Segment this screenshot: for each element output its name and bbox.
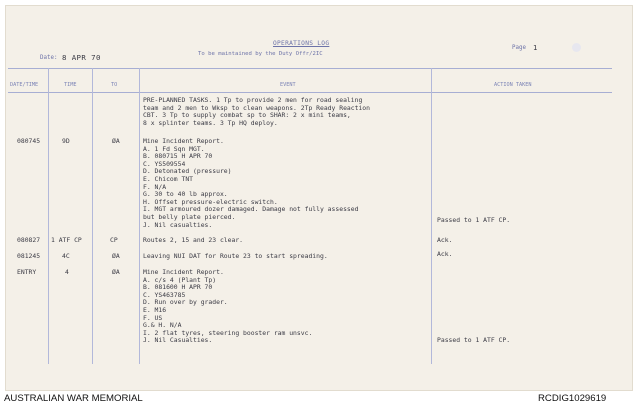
col-header-to: TO bbox=[111, 82, 118, 88]
preplanned-line: CBT. 3 Tp to supply combat sp to SHAR: 2 x mini teams, bbox=[143, 111, 351, 119]
entry-event-line: I. MGT armoured dozer damaged. Damage not fully assessed bbox=[143, 205, 359, 214]
entry-event-line: E. Chicom TNT bbox=[143, 175, 194, 183]
table-top-rule bbox=[8, 68, 612, 69]
log-sheet bbox=[6, 6, 632, 390]
page-subtitle: To be maintained by the Duty Offr/2IC bbox=[198, 51, 323, 57]
entry-event-line: D. Run over by grader. bbox=[143, 298, 228, 307]
entry-event-line: A. c/s 4 (Plant Tp) bbox=[143, 275, 217, 284]
entry-event-line: Routes 2, 15 and 23 clear. bbox=[143, 236, 244, 244]
entry-date: 081245 bbox=[17, 252, 41, 260]
footer-archive-name: AUSTRALIAN WAR MEMORIAL bbox=[4, 393, 143, 404]
col-header-time: TIME bbox=[64, 82, 77, 88]
entry-to: CP bbox=[110, 236, 118, 244]
entry-from: 4C bbox=[62, 252, 70, 260]
entry-event-line: F. US bbox=[143, 313, 163, 322]
entry-event-line: C. YS463785 bbox=[143, 290, 186, 299]
page-label: Page bbox=[512, 45, 526, 51]
entry-event-line: E. M16 bbox=[143, 306, 167, 314]
entry-event-line: I. 2 flat tyres, steering booster ram unsvc. bbox=[143, 328, 313, 337]
col-header-event: EVENT bbox=[280, 82, 296, 88]
col-divider-1 bbox=[48, 68, 49, 364]
preplanned-line: team and 2 men to Wksp to clean weapons. 2Tp Ready Reaction bbox=[143, 103, 371, 112]
entry-event-line: G.& H. N/A bbox=[143, 321, 182, 330]
entry-to: ØA bbox=[112, 252, 120, 260]
punch-hole bbox=[572, 43, 581, 52]
page-number: 1 bbox=[533, 43, 538, 52]
date-label: Date: bbox=[40, 55, 58, 61]
entry-event-line: H. Offset pressure-electric switch. bbox=[143, 197, 278, 206]
entry-event-line: A. 1 Fd Sqn MGT. bbox=[143, 144, 205, 153]
entry-event-line: C. YS509554 bbox=[143, 159, 186, 168]
entry-event-line: Mine Incident Report. bbox=[143, 268, 224, 276]
entry-event-line: J. Nil casualties. bbox=[143, 220, 213, 229]
entry-event-line: F. N/A bbox=[143, 182, 167, 191]
entry-event-line: B. 080715 H APR 70 bbox=[143, 152, 213, 161]
date-value: 8 APR 70 bbox=[62, 53, 101, 62]
footer-record-id: RCDIG1029619 bbox=[538, 393, 607, 404]
entry-action: Ack. bbox=[437, 250, 453, 258]
entry-from: 4 bbox=[65, 268, 69, 276]
page-title: OPERATIONS LOG bbox=[273, 40, 330, 47]
entry-event-line: B. 081600 H APR 70 bbox=[143, 283, 213, 292]
col-divider-3 bbox=[139, 68, 140, 364]
entry-event-line: D. Detonated (pressure) bbox=[143, 167, 232, 176]
preplanned-line: 8 x splinter teams. 3 Tp HQ deploy. bbox=[143, 118, 278, 127]
entry-from: 9D bbox=[62, 137, 70, 145]
entry-to: ØA bbox=[112, 268, 120, 276]
entry-from: 1 ATF CP bbox=[51, 236, 82, 244]
preplanned-line: PRE-PLANNED TASKS. 1 Tp to provide 2 men for road sealing bbox=[143, 96, 363, 104]
entry-event-line: G. 30 to 40 lb approx. bbox=[143, 190, 228, 199]
col-divider-4 bbox=[431, 68, 432, 364]
entry-to: ØA bbox=[112, 137, 120, 145]
col-header-datetime: DATE/TIME bbox=[10, 82, 39, 88]
entry-date: ENTRY bbox=[17, 268, 37, 276]
table-header-rule bbox=[8, 92, 612, 93]
col-header-action: ACTION TAKEN bbox=[494, 82, 532, 88]
entry-event-line: Leaving NUI DAT for Route 23 to start spreading. bbox=[143, 252, 328, 260]
col-divider-2 bbox=[92, 68, 93, 364]
entry-event-line: but belly plate pierced. bbox=[143, 213, 236, 221]
entry-action: Passed to 1 ATF CP. bbox=[437, 336, 511, 344]
entry-action: Passed to 1 ATF CP. bbox=[437, 216, 511, 224]
entry-date: 080745 bbox=[17, 137, 41, 145]
entry-event-line: J. Nil Casualties. bbox=[143, 336, 213, 345]
entry-action: Ack. bbox=[437, 236, 453, 244]
entry-event-line: Mine Incident Report. bbox=[143, 137, 224, 145]
entry-date: 080827 bbox=[17, 236, 41, 244]
